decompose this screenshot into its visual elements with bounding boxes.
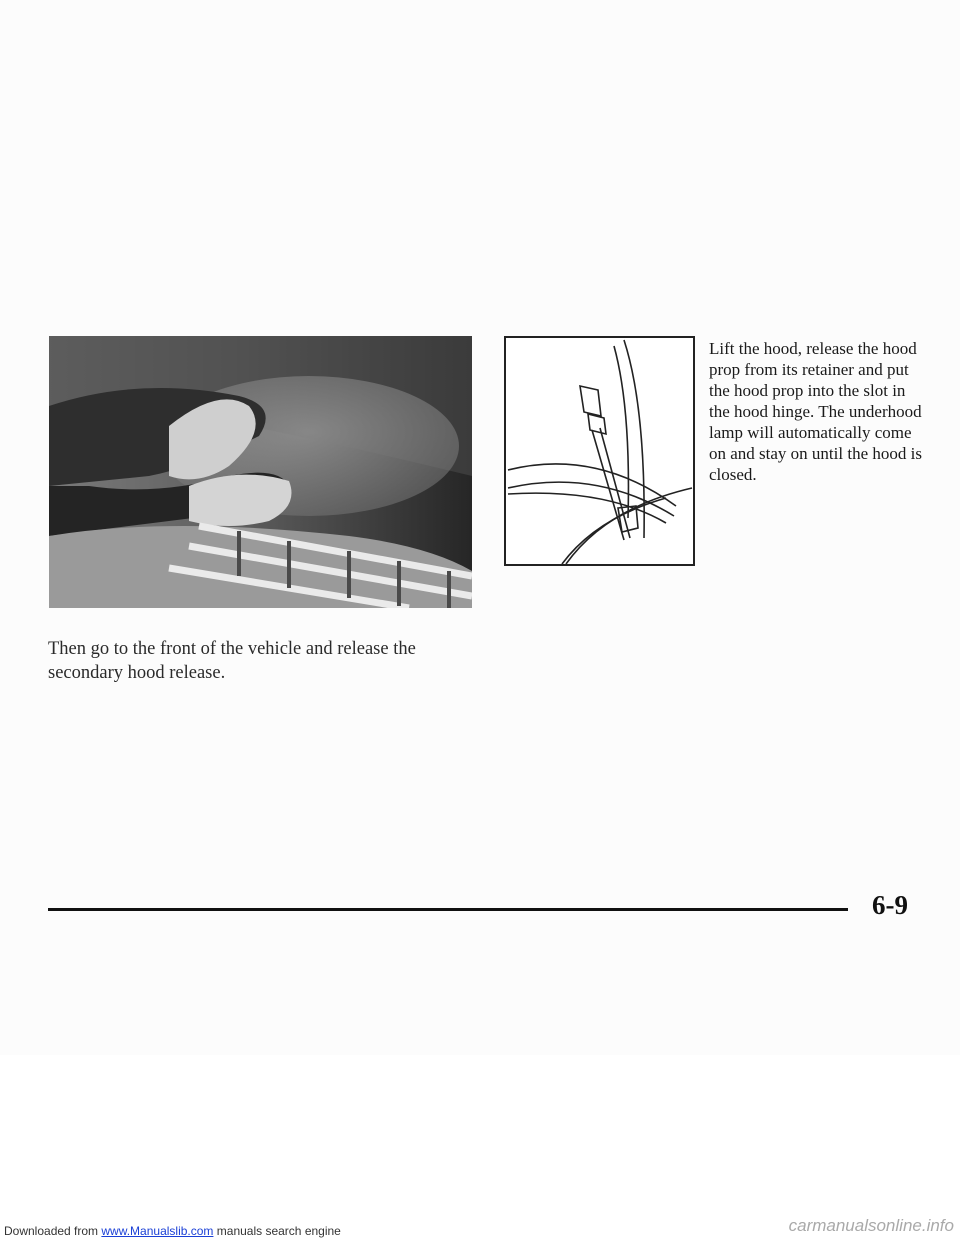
page-footer-rule <box>48 908 848 911</box>
manualslib-link[interactable]: www.Manualslib.com <box>101 1224 214 1238</box>
footer-prefix: Downloaded from <box>4 1224 102 1238</box>
footer-suffix: manuals search engine <box>213 1224 341 1238</box>
photo-caption: Then go to the front of the vehicle and release the secondary hood release. <box>48 639 416 683</box>
page-number: 6-9 <box>872 890 908 920</box>
hood-prop-instructions: Lift the hood, release the hood prop from its retainer and put the hood prop into the slot in the hood hinge. The underhood lamp will automatically come on and stay on until the hood is closed. <box>709 339 922 484</box>
download-footer <box>4 1224 341 1238</box>
hood-prop-diagram <box>504 336 695 566</box>
hood-release-photo <box>49 336 472 608</box>
hands-releasing-hood-latch-photo <box>49 336 472 608</box>
watermark-text: carmanualsonline.info <box>788 1216 954 1235</box>
hood-prop-hinge-diagram <box>506 338 693 564</box>
download-footer-band <box>0 1055 960 1242</box>
